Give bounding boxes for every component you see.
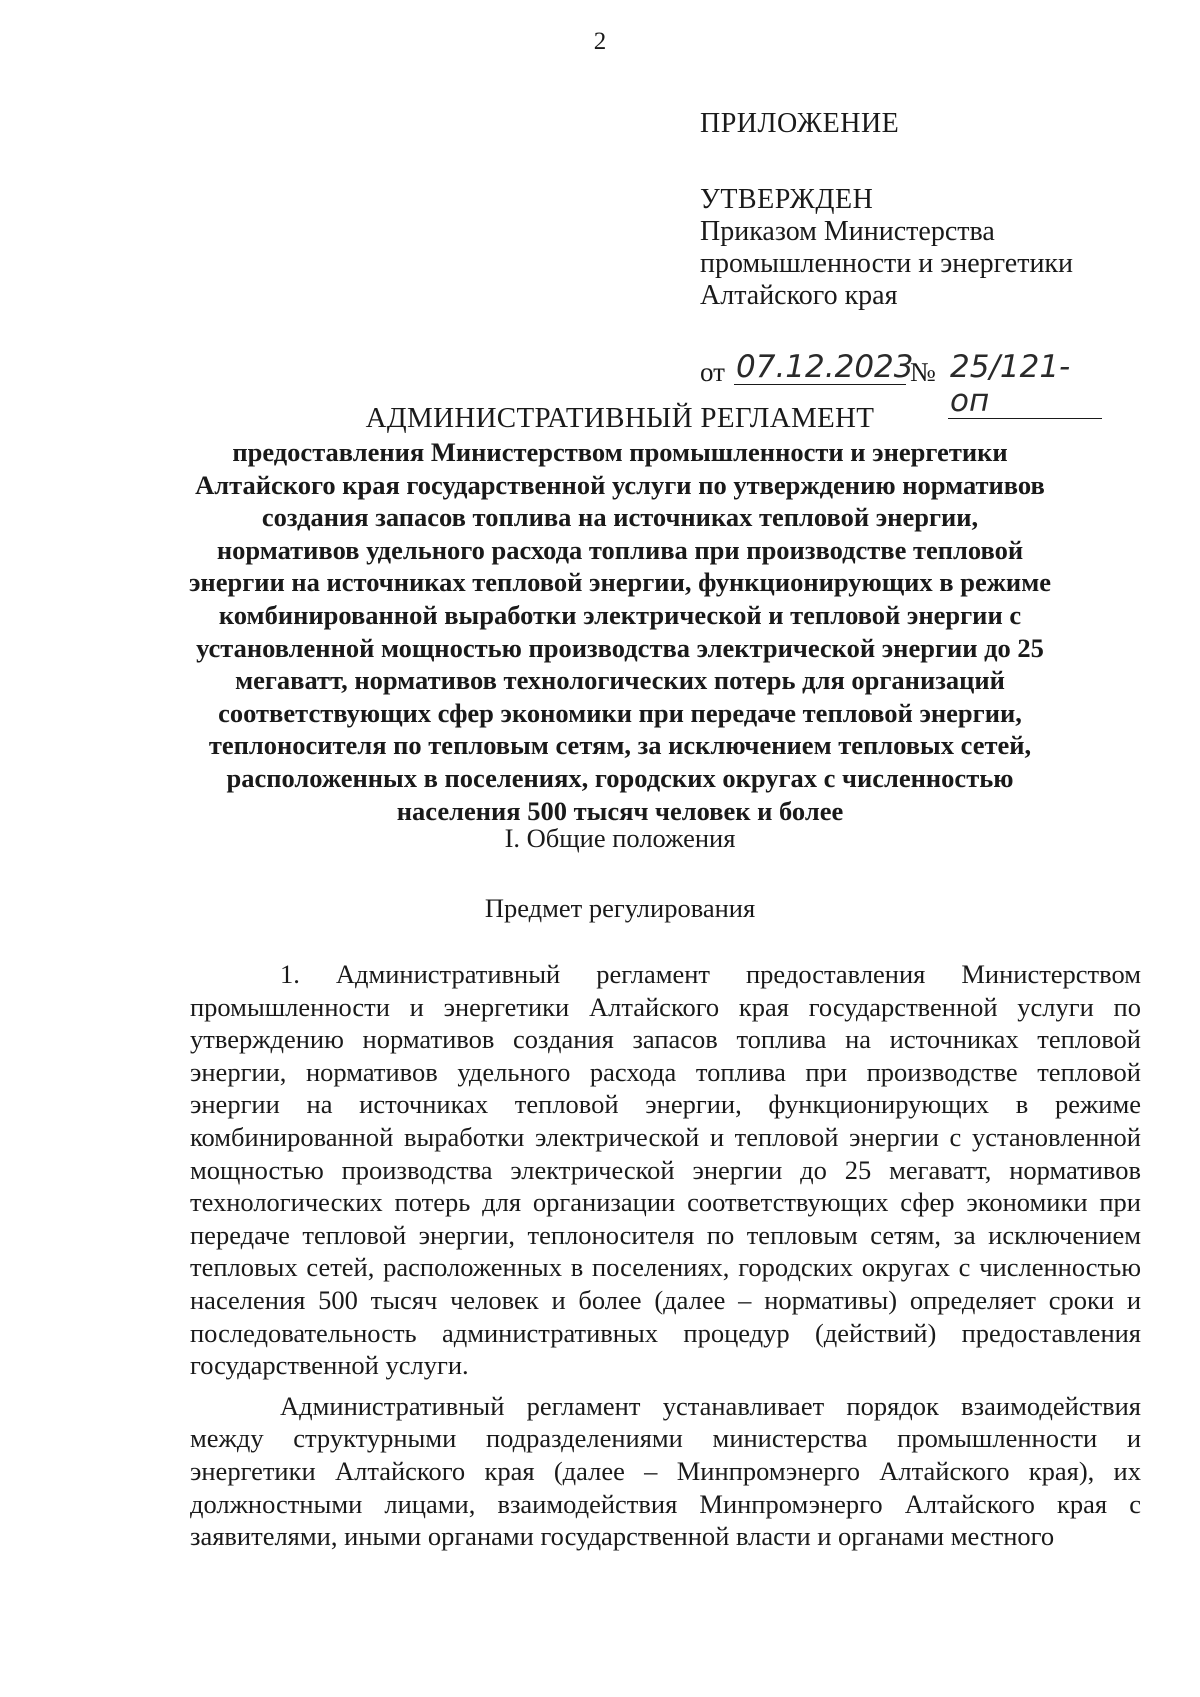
body-paragraph: Административный регламент устанавливает порядок взаимодействия между структурными подразделениями министерства промышленности и энергетики Алтайского края (далее – Минпромэнерго Алтайского края), их должностными лицами, взаимодействия Минпромэнерго Алтайского края с заявителями, иными органами государственной власти и органами местного: [190, 1390, 1141, 1552]
body-paragraph: 1. Административный регламент предоставления Министерством промышленности и энергетики Алтайского края государственной услуги по утверждению нормативов создания запасов топлива на источниках тепловой энергии, нормативов удельного расхода топлива при производстве тепловой энергии на источниках тепловой энергии, функционирующих в режиме комбинированной выработки электрической и тепловой энергии с установленной мощностью производства электрической энергии до 25 мегаватт, нормативов технологических потерь для организации соответствующих сфер экономики при передаче тепловой энергии, теплоносителя по тепловым сетям, за исключением тепловых сетей, расположенных в поселениях, городских округах с численностью населения 500 тысяч человек и более (далее – нормативы) определяет сроки и последовательность административных процедур (действий) предоставления государственной услуги.: [190, 959, 1141, 1381]
order-number-sign: №: [910, 357, 936, 387]
annex-label: ПРИЛОЖЕНИЕ: [700, 108, 900, 139]
approved-by-line: Алтайского края: [700, 280, 898, 311]
order-date-prefix: от: [700, 357, 725, 387]
regulation-title: АДМИНИСТРАТИВНЫЙ РЕГЛАМЕНТ: [365, 402, 875, 434]
order-reference: [700, 349, 1160, 419]
subsection-title: Предмет регулирования: [484, 893, 756, 923]
page-number: 2: [593, 28, 607, 55]
approval-block: [700, 108, 1160, 419]
regulation-subtitle: предоставления Министерством промышленности и энергетики Алтайского края государственной услуги по утверждению нормативов создания запасов топлива на источниках тепловой энергии, нормативов удельного расхода топлива при производстве тепловой энергии на источниках тепловой энергии, функционирующих в режиме комбинированной выработки электрической и тепловой энергии с установленной мощностью производства электрической энергии до 25 мегаватт, нормативов технологических потерь для организаций соответствующих сфер экономики при передаче тепловой энергии, теплоносителя по тепловым сетям, за исключением тепловых сетей, расположенных в поселениях, городских округах с численностью населения 500 тысяч человек и более: [188, 437, 1052, 826]
section-title: I. Общие положения: [504, 823, 736, 853]
order-date-handwritten: 07.12.2023: [736, 349, 914, 385]
approved-by-line: Приказом Министерства: [700, 216, 995, 247]
approved-label: УТВЕРЖДЕН: [700, 184, 874, 215]
approved-by-line: промышленности и энергетики: [700, 248, 1074, 279]
order-number-handwritten: 25/121-оп: [948, 350, 1102, 419]
document-body: [190, 958, 1141, 1561]
